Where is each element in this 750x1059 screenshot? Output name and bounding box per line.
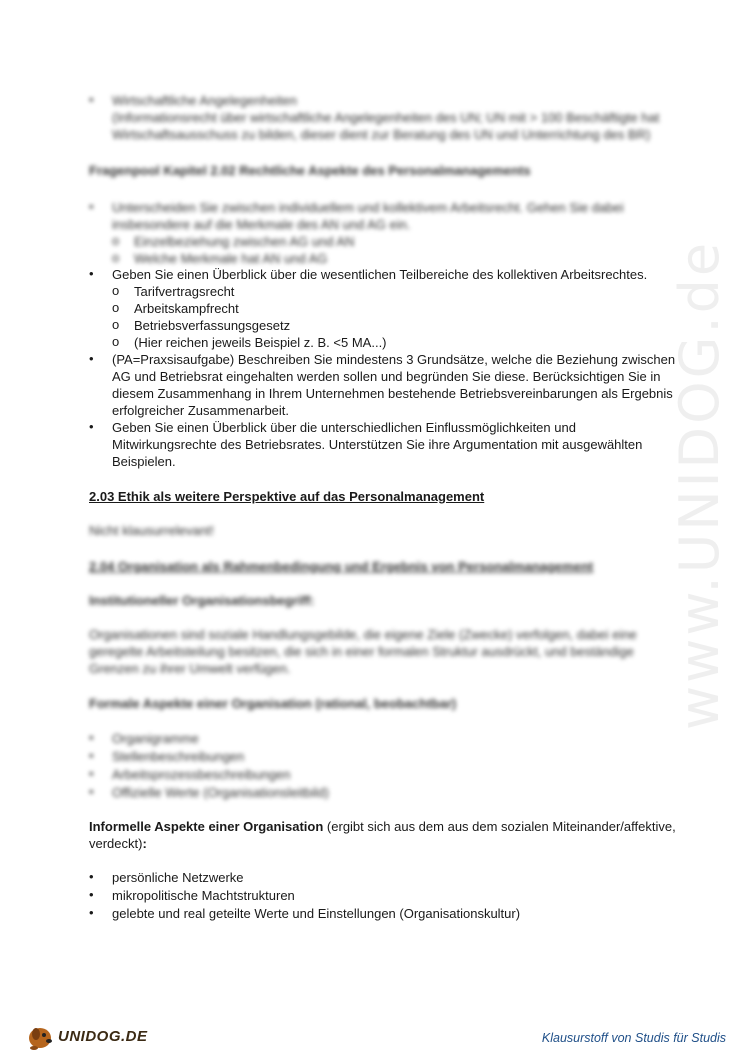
list-item: (Hier reichen jeweils Beispiel z. B. <5 MA...) [134, 335, 387, 350]
blurred-heading: Formale Aspekte einer Organisation (rational, beobachtbar) [89, 696, 457, 711]
unidog-logo[interactable] [22, 1016, 152, 1052]
question-text: Mitwirkungsrechte des Betriebsrates. Unterstützen Sie ihre Argumentation mit ausgewählten [112, 437, 643, 452]
blurred-line: Offizielle Werte (Organisationsleitbild) [112, 785, 329, 800]
blurred-heading: Fragenpool Kapitel 2.02 Rechtliche Aspekte des Personalmanagements [89, 163, 531, 178]
list-item: gelebte und real geteilte Werte und Einstellungen (Organisationskultur) [112, 906, 521, 921]
blurred-line: Einzelbeziehung zwischen AG und AN [134, 234, 355, 249]
list-item: mikropolitische Machtstrukturen [112, 888, 295, 903]
informal-aspects-line2 [89, 835, 147, 852]
question-text: erfolgreicher Zusammenarbeit. [112, 403, 290, 418]
bullet: • [89, 266, 94, 281]
blurred-heading: 2.04 Organisation als Rahmenbedingung und Ergebnis von Personalmanagement [89, 559, 594, 574]
blurred-line: Wirtschaftliche Angelegenheiten [112, 93, 298, 108]
informal-aspects-text: (ergibt sich aus dem aus dem sozialen Miteinander/affektive, [323, 819, 676, 834]
blurred-line: Nicht klausurrelevant! [89, 523, 214, 538]
question-text: diesem Zusammenhang in Ihrem Unternehmen bestehende Betriebsvereinbarungen als Ergebnis [112, 386, 673, 401]
footer-tagline: Klausurstoff von Studis für Studis [541, 1031, 726, 1045]
bullet: • [89, 766, 94, 781]
blurred-line: Unterscheiden Sie zwischen individuellem und kollektivem Arbeitsrecht. Gehen Sie dabei [112, 200, 624, 215]
dog-icon [22, 1016, 58, 1052]
blurred-line: Grenzen zu ihrer Umwelt verfügen. [89, 661, 291, 676]
list-item: Tarifvertragsrecht [134, 284, 235, 299]
bullet: • [89, 887, 94, 902]
question-text: Geben Sie einen Überblick über die wesentlichen Teilbereiche des kollektiven Arbeitsrechtes. [112, 267, 648, 282]
list-item: Arbeitskampfrecht [134, 301, 239, 316]
informal-aspects-colon: : [142, 836, 147, 851]
bullet: • [89, 905, 94, 920]
blurred-line: geregelte Arbeitsteilung besitzen, die sich in einer formalen Struktur ausdrückt, und beständige [89, 644, 634, 659]
sub-bullet: o [112, 250, 120, 265]
watermark: www.UNIDOG.de [668, 239, 731, 730]
informal-aspects-line1 [89, 818, 676, 835]
blurred-line: (Informationsrecht über wirtschaftliche Angelegenheiten des UN; UN mit > 100 Beschäftigte hat [112, 110, 660, 125]
list-item: Betriebsverfassungsgesetz [134, 318, 291, 333]
sub-bullet: o [112, 233, 120, 248]
bullet: • [89, 92, 94, 107]
question-text: Geben Sie einen Überblick über die unterschiedlichen Einflussmöglichkeiten und [112, 420, 576, 435]
bullet: • [89, 199, 94, 214]
bullet: • [89, 784, 94, 799]
sub-bullet: o [112, 283, 120, 298]
blurred-line: Wirtschaftsausschuss zu bilden, dieser dient zur Beratung des UN und Unterrichtung des BR) [112, 127, 651, 142]
blurred-line: Organigramme [112, 731, 199, 746]
section-heading: 2.03 Ethik als weitere Perspektive auf das Personalmanagement [89, 489, 485, 504]
bullet: • [89, 419, 94, 434]
question-text: AG und Betriebsrat eingehalten werden sollen und begründen Sie diese. Berücksichtigen Sie in [112, 369, 661, 384]
informal-aspects-label: Informelle Aspekte einer Organisation [89, 819, 324, 834]
blurred-line: insbesondere auf die Merkmale des AN und AG ein. [112, 217, 411, 232]
bullet: • [89, 869, 94, 884]
blurred-line: Organisationen sind soziale Handlungsgebilde, die eigene Ziele (Zwecke) verfolgen, dabei eine [89, 627, 637, 642]
bullet: • [89, 730, 94, 745]
sub-bullet: o [112, 334, 120, 349]
blurred-heading: Institutioneller Organisationsbegriff: [89, 593, 315, 608]
blurred-line: Welche Merkmale hat AN und AG [134, 251, 328, 266]
blurred-line: Arbeitsprozessbeschreibungen [112, 767, 291, 782]
list-item: persönliche Netzwerke [112, 870, 244, 885]
blurred-line: Stellenbeschreibungen [112, 749, 245, 764]
sub-bullet: o [112, 317, 120, 332]
bullet: • [89, 748, 94, 763]
logo-text: UNIDOG.DE [58, 1028, 148, 1045]
question-text: (PA=Praxsisaufgabe) Beschreiben Sie mindestens 3 Grundsätze, welche die Beziehung zwischen [112, 352, 676, 367]
informal-aspects-text: verdeckt) [89, 836, 143, 851]
sub-bullet: o [112, 300, 120, 315]
bullet: • [89, 351, 94, 366]
question-text: Beispielen. [112, 454, 176, 469]
